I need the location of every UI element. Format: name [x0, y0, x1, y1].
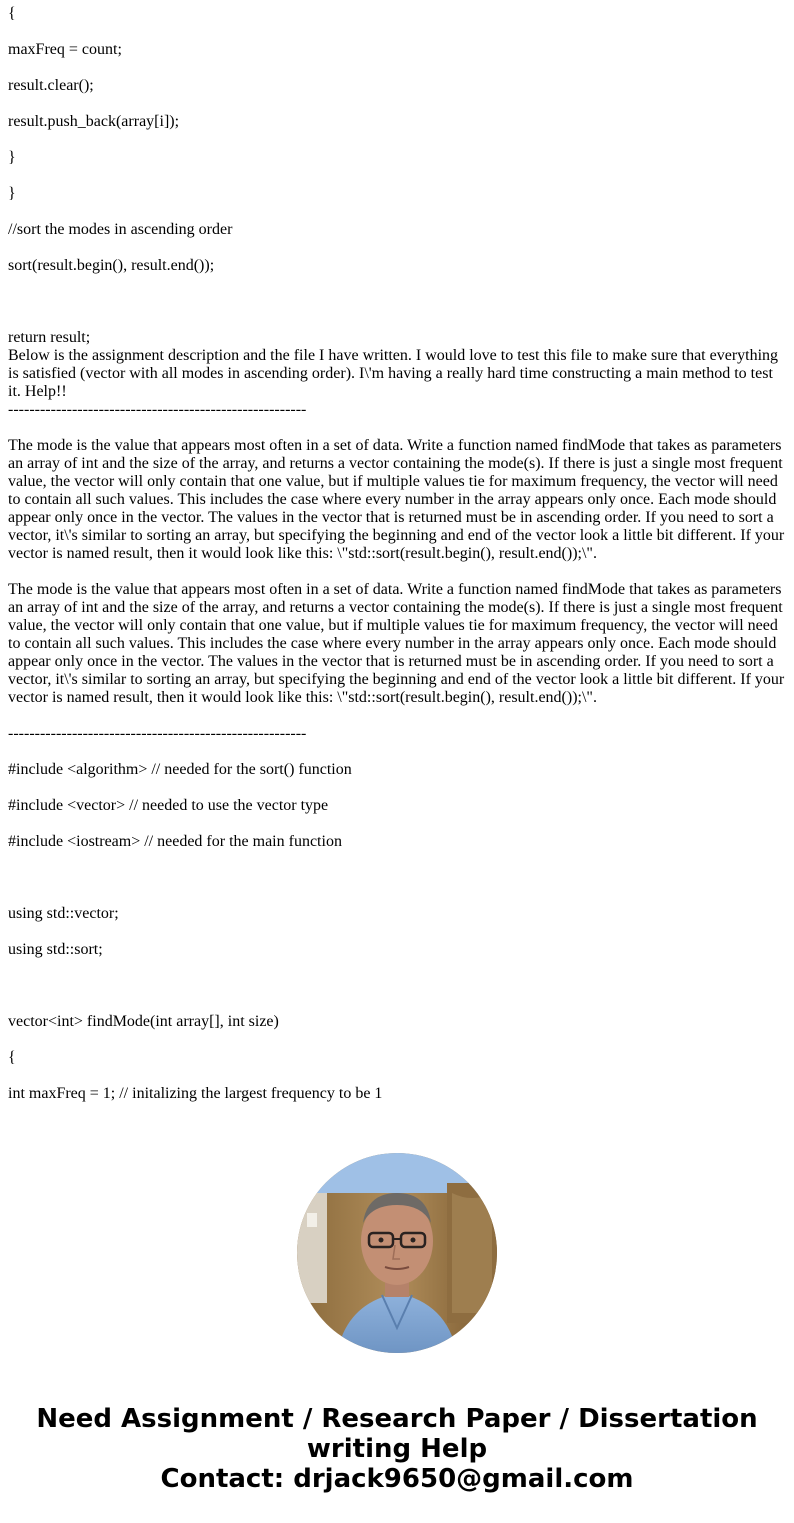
- code-include: #include <algorithm> // needed for the sort() function: [8, 761, 352, 778]
- code-include: #include <iostream> // needed for the main function: [8, 833, 342, 850]
- code-include: #include <vector> // needed to use the vector type: [8, 797, 329, 814]
- footer-line-2: writing Help: [306, 1434, 488, 1464]
- code-line: maxFreq = count;: [8, 41, 122, 58]
- code-function-signature: vector<int> findMode(int array[], int size): [8, 1013, 279, 1030]
- code-line: sort(result.begin(), result.end());: [8, 257, 215, 274]
- separator-line: --------------------------------------------------------: [8, 401, 307, 418]
- code-line: result.clear();: [8, 77, 94, 94]
- code-line: }: [8, 149, 16, 166]
- footer-contact-email: Contact: drjack9650@gmail.com: [160, 1464, 634, 1494]
- code-line: result.push_back(array[i]);: [8, 113, 180, 130]
- code-using: using std::vector;: [8, 905, 119, 922]
- author-avatar: [297, 1153, 497, 1353]
- person-photo-icon: [297, 1153, 497, 1353]
- code-line: return result;: [8, 329, 91, 346]
- code-using: using std::sort;: [8, 941, 103, 958]
- footer-line-1: Need Assignment / Research Paper / Dissertation: [36, 1404, 758, 1434]
- code-line: {: [8, 1049, 16, 1066]
- contact-footer: [0, 1404, 794, 1494]
- code-line: {: [8, 5, 16, 22]
- code-comment: //sort the modes in ascending order: [8, 221, 233, 238]
- separator-line: --------------------------------------------------------: [8, 725, 307, 742]
- question-text: Below is the assignment description and the file I have written. I would love to test this file to make sure that everything is satisfied (vector with all modes in ascending order). I\'m having a really hard time constructing a main method to test it. Help!!: [8, 347, 779, 400]
- assignment-description-repeat: The mode is the value that appears most often in a set of data. Write a function named findMode that takes as parameters an array of int and the size of the array, and returns a vector containing the mode(s). If there is just a single most frequent value, the vector will only contain that one value, but if multiple values tie for maximum frequency, the vector will need to contain all such values. This includes the case where every number in the array appears only once. Each mode should appear only once in the vector. The values in the vector that is returned must be in ascending order. If you need to sort a vector, it\'s similar to sorting an array, but specifying the beginning and end of the vector look a little bit different. If your vector is named result, then it would look like this: \"std::sort(result.begin(), result.end());\".: [8, 581, 785, 706]
- code-line: int maxFreq = 1; // initalizing the largest frequency to be 1: [8, 1085, 383, 1102]
- assignment-description: The mode is the value that appears most often in a set of data. Write a function named findMode that takes as parameters an array of int and the size of the array, and returns a vector containing the mode(s). If there is just a single most frequent value, the vector will only contain that one value, but if multiple values tie for maximum frequency, the vector will need to contain all such values. This includes the case where every number in the array appears only once. Each mode should appear only once in the vector. The values in the vector that is returned must be in ascending order. If you need to sort a vector, it\'s similar to sorting an array, but specifying the beginning and end of the vector look a little bit different. If your vector is named result, then it would look like this: \"std::sort(result.begin(), result.end());\".: [8, 437, 785, 562]
- code-line: }: [8, 185, 16, 202]
